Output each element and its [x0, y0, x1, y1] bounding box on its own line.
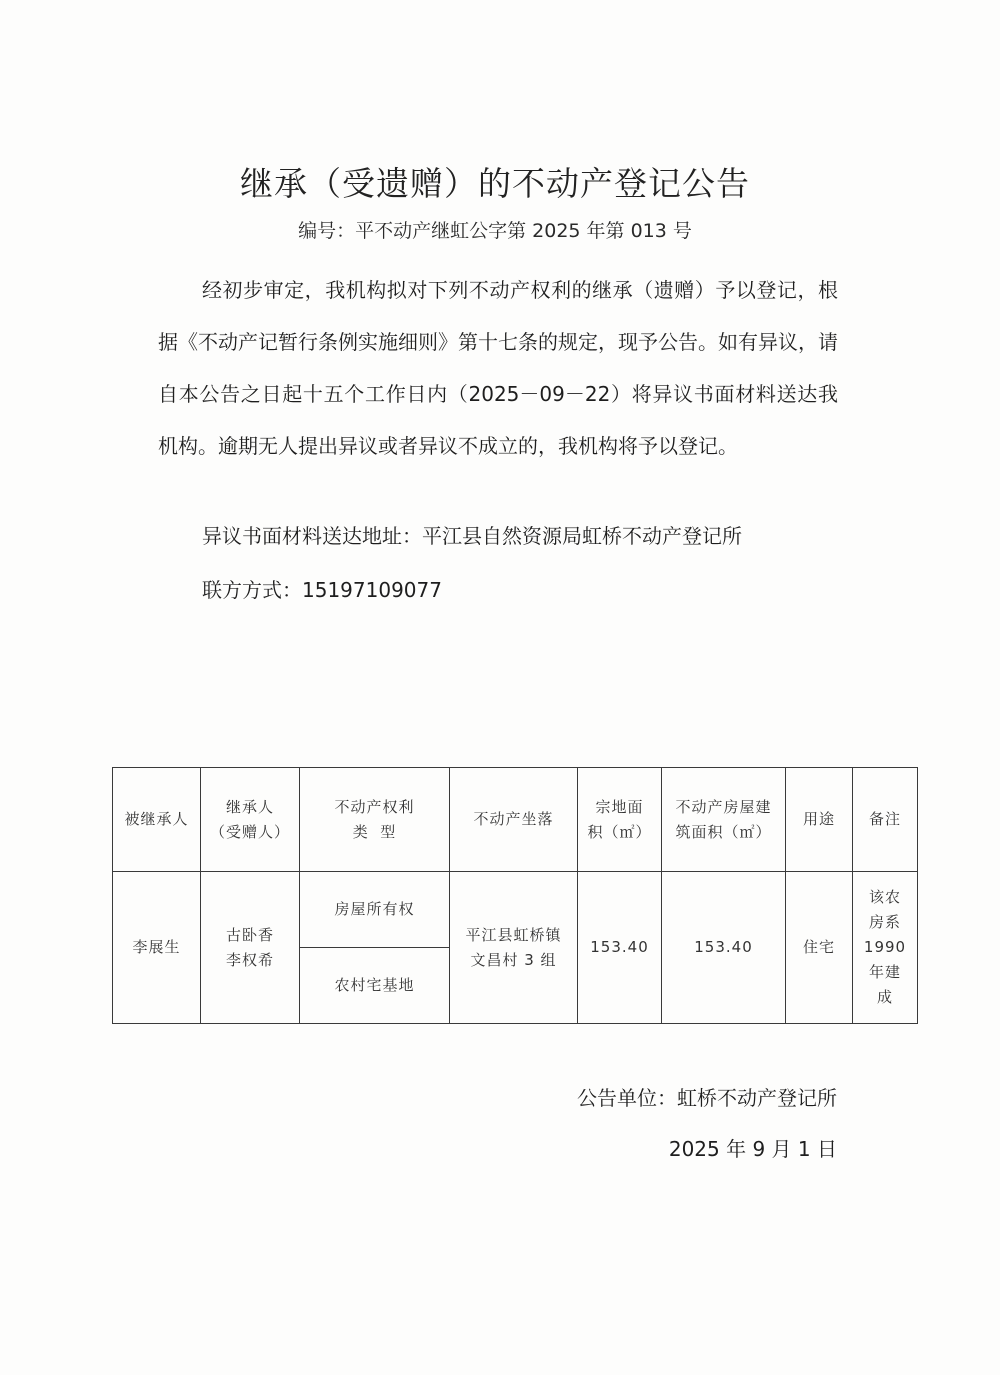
cell-decedent: 李展生 — [113, 872, 201, 1024]
cell-heir-1: 古卧香 — [225, 925, 274, 944]
header-heir-line2: （受赠人） — [209, 822, 290, 841]
header-land-area — [578, 768, 662, 872]
cell-building-area: 153.40 — [662, 872, 786, 1024]
remarks-line: 房系 — [868, 913, 901, 931]
objection-address: 异议书面材料送达地址：平江县自然资源局虹桥不动产登记所 — [202, 524, 742, 548]
cell-heirs — [201, 872, 300, 1024]
header-right-type-line1: 不动产权利 — [334, 797, 415, 816]
contact-info: 联方方式：15197109077 — [202, 578, 442, 602]
header-heir-line1: 继承人 — [225, 797, 274, 816]
publisher: 公告单位：虹桥不动产登记所 — [577, 1086, 837, 1110]
cell-location-line2: 文昌村 3 组 — [470, 950, 557, 969]
cell-right-type-2: 农村宅基地 — [300, 948, 450, 1024]
cell-usage: 住宅 — [786, 872, 853, 1024]
header-remarks: 备注 — [853, 768, 918, 872]
header-land-area-line2: 积（㎡） — [587, 822, 652, 841]
remarks-line: 1990 — [863, 938, 907, 956]
table-row — [113, 872, 918, 948]
table-header-row — [113, 768, 918, 872]
remarks-line: 成 — [876, 988, 893, 1006]
cell-location — [450, 872, 578, 1024]
header-decedent: 被继承人 — [113, 768, 201, 872]
remarks-line: 该农 — [868, 888, 901, 906]
header-right-type-line2: 类 型 — [352, 822, 397, 841]
header-land-area-line1: 宗地面 — [595, 797, 644, 816]
header-building-area-line2: 筑面积（㎡） — [675, 822, 772, 841]
page-title: 继承（受遗赠）的不动产登记公告 — [240, 164, 750, 203]
header-heir — [201, 768, 300, 872]
header-location: 不动产坐落 — [450, 768, 578, 872]
notice-paragraph: 经初步审定，我机构拟对下列不动产权利的继承（遗赠）予以登记，根据《不动产记暂行条例实施细则》第十七条的规定，现予公告。如有异议，请自本公告之日起十五个工作日内（2025－09－22）将异议书面材料送达我机构。逾期无人提出异议或者异议不成立的，我机构将予以登记。 — [158, 278, 838, 458]
cell-right-type-1: 房屋所有权 — [300, 872, 450, 948]
header-building-area — [662, 768, 786, 872]
cell-location-line1: 平江县虹桥镇 — [465, 925, 562, 944]
registration-table — [112, 767, 918, 1024]
document-number: 编号：平不动产继虹公字第 2025 年第 013 号 — [298, 220, 692, 242]
cell-land-area: 153.40 — [578, 872, 662, 1024]
cell-remarks — [853, 872, 918, 1024]
cell-heir-2: 李权希 — [225, 950, 274, 969]
header-right-type — [300, 768, 450, 872]
header-building-area-line1: 不动产房屋建 — [675, 797, 772, 816]
header-usage: 用途 — [786, 768, 853, 872]
remarks-line: 年建 — [868, 963, 901, 981]
publish-date: 2025 年 9 月 1 日 — [668, 1137, 837, 1161]
